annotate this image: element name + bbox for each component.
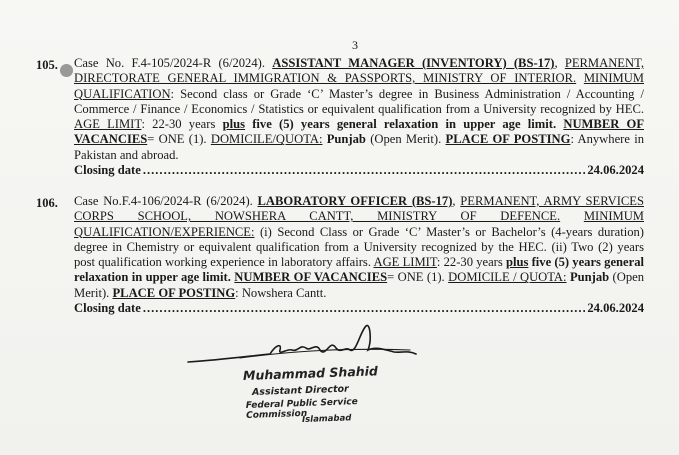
signature-block [180, 320, 420, 450]
age-limit-label: AGE LIMIT [74, 117, 142, 132]
signatory-designation: Assistant Director [251, 383, 349, 398]
domicile-value: Punjab [326, 132, 366, 147]
entry-number: 106. [36, 196, 58, 210]
age-limit-label: AGE LIMIT [373, 255, 437, 270]
vacancies-label: NUMBER OF VACANCIES [74, 117, 645, 147]
closing-line [74, 301, 644, 316]
place-label: PLACE OF POSTING [112, 285, 236, 300]
qualification-text: : Second class or Grade ‘C’ Master’s degree in Business Administration / Accounting / Commerce / Finance / Economics / Statistics or equivalent qualification from a University recognized by HEC. [74, 86, 644, 116]
vacancies-label: NUMBER OF VACANCIES [234, 270, 388, 285]
place-text: : Anywhere in Pakistan and abroad. [74, 132, 645, 162]
relaxation-text: five (5) years general relaxation in upper age limit. [74, 255, 645, 285]
organization: PERMANENT, ARMY SERVICES CORPS SCHOOL, NOWSHERA CANTT, MINISTRY OF DEFENCE. [74, 194, 644, 224]
case-number: Case No. F.4-105/2024-R (6/2024). [74, 56, 265, 70]
vacancies-text: = ONE (1). [387, 270, 445, 285]
entry-number: 105. [36, 58, 58, 72]
age-limit-text: : 22-30 years [141, 117, 216, 132]
closing-label: Closing date [74, 163, 141, 178]
domicile-note: (Open Merit). [370, 132, 442, 147]
case-number: Case No.F.4-106/2024-R (6/2024). [74, 194, 253, 208]
domicile-label: DOMICILE / QUOTA: [448, 270, 567, 285]
qualification-label: MINIMUM QUALIFICATION/EXPERIENCE: [74, 209, 644, 239]
plus-word: plus [505, 255, 529, 270]
signatory-name: Muhammad Shahid [242, 363, 379, 383]
qualification-label: MINIMUM QUALIFICATION [74, 71, 644, 101]
job-title: ASSISTANT MANAGER (INVENTORY) (BS-17) [272, 56, 555, 70]
qualification-text: (i) Second Class or Grade ‘C’ Master’s or Bachelor’s (4-years duration) degree in Chemistry or equivalent qualification from a University recognized by the HEC. (ii) Two (2) years post qualification working experience in laboratory affairs. [74, 224, 644, 270]
closing-date: 24.06.2024 [587, 163, 644, 178]
signatory-office: Federal Public Service Commission [245, 397, 358, 421]
domicile-value: Punjab [569, 270, 610, 285]
signatory-city: Islamabad [301, 413, 352, 425]
vacancies-text: = ONE (1). [147, 132, 207, 147]
job-title: LABORATORY OFFICER (BS-17) [257, 194, 453, 208]
relaxation-text: five (5) years general relaxation in upper age limit. [252, 117, 557, 132]
leader-dots [143, 301, 586, 316]
place-label: PLACE OF POSTING [445, 132, 571, 147]
domicile-label: DOMICILE/QUOTA: [210, 132, 323, 147]
age-limit-text: : 22-30 years [436, 255, 503, 270]
closing-date: 24.06.2024 [587, 301, 644, 316]
plus-word: plus [222, 117, 245, 132]
place-text: : Nowshera Cantt. [235, 285, 327, 300]
punch-hole [60, 64, 73, 77]
leader-dots [143, 163, 586, 178]
organization: PERMANENT, DIRECTORATE GENERAL IMMIGRATION & PASSPORTS, MINISTRY OF INTERIOR. [74, 56, 644, 86]
closing-line [74, 163, 644, 178]
entry-body: Case No. F.4-105/2024-R (6/2024). ASSISTANT MANAGER (INVENTORY) (BS-17), PERMANENT, DIRECTORATE GENERAL IMMIGRATION & PASSPORTS, MINISTRY OF INTERIOR. MINIMUM QUALIFICATION: Second class or Grade ‘C’ Master’s degree in Business Administration / Accounting / Commerce / Finance / Economics / Statistics or equivalent qualification from a University recognized by HEC. AGE LIMIT: 22-30 years plus five (5) years general relaxation in upper age limit. NUMBER OF VACANCIES= ONE (1). DOMICILE/QUOTA: Punjab (Open Merit). PLACE OF POSTING: Anywhere in Pakistan and abroad. Closing date ..... 24.06.2024 [74, 56, 644, 178]
page-number: 3 [352, 38, 358, 52]
entry-body: Case No.F.4-106/2024-R (6/2024). LABORATORY OFFICER (BS-17), PERMANENT, ARMY SERVICES CORPS SCHOOL, NOWSHERA CANTT, MINISTRY OF DEFENCE. MINIMUM QUALIFICATION/EXPERIENCE: (i) Second Class or Grade ‘C’ Master’s or Bachelor’s (4-years duration) degree in Chemistry or equivalent qualification from a University recognized by the HEC. (ii) Two (2) years post qualification working experience in laboratory affairs. AGE LIMIT: 22-30 years plus five (5) years general relaxation in upper age limit. NUMBER OF VACANCIES= ONE (1). DOMICILE / QUOTA: Punjab (Open Merit). PLACE OF POSTING: Nowshera Cantt. Closing date ..... 24.06.2024 [74, 194, 644, 316]
domicile-note: (Open Merit). [74, 270, 645, 300]
closing-label: Closing date [74, 301, 141, 316]
